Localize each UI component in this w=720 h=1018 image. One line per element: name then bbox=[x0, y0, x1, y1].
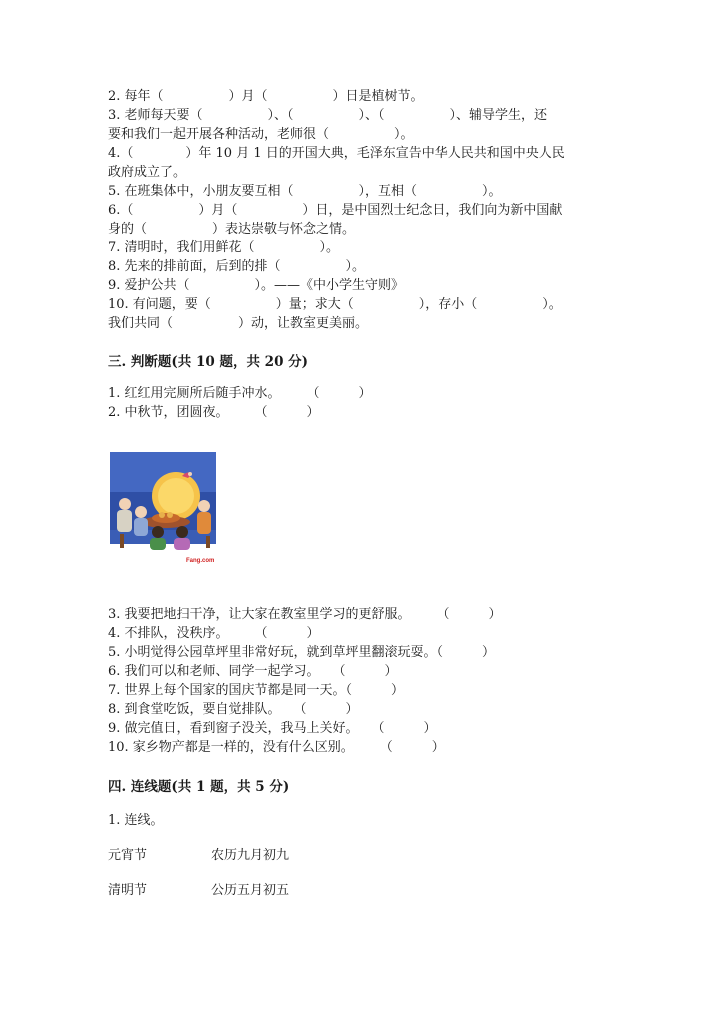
fill-question-6: 6.（ ）月（ ）日，是中国烈士纪念日，我们向为新中国献 bbox=[108, 203, 563, 218]
fill-question-9: 9. 爱护公共（ ）。——《中小学生守则》 bbox=[108, 278, 405, 293]
judge-item-2: 2. 中秋节，团圆夜。 （ ） bbox=[108, 405, 320, 420]
match-right-item-2: 公历五月初五 bbox=[211, 883, 290, 898]
fill-question-6-cont: 身的（ ）表达崇敬与怀念之情。 bbox=[108, 222, 356, 237]
fill-question-8: 8. 先来的排前面，后到的排（ ）。 bbox=[108, 259, 366, 274]
fill-question-2: 2. 每年（ ）月（ ）日是植树节。 bbox=[108, 89, 424, 104]
judge-item-10: 10. 家乡物产都是一样的，没有什么区别。 （ ） bbox=[108, 740, 445, 755]
judge-item-1: 1. 红红用完厕所后随手冲水。 （ ） bbox=[108, 386, 372, 401]
judge-item-7: 7. 世界上每个国家的国庆节都是同一天。（ ） bbox=[108, 683, 405, 698]
judge-item-4: 4. 不排队，没秩序。 （ ） bbox=[108, 626, 320, 641]
judge-item-6: 6. 我们可以和老师、同学一起学习。 （ ） bbox=[108, 664, 398, 679]
fill-question-4-cont: 政府成立了。 bbox=[108, 165, 187, 180]
fill-question-7: 7. 清明时，我们用鲜花（ ）。 bbox=[108, 240, 340, 255]
judge-item-9: 9. 做完值日，看到窗子没关，我马上关好。 （ ） bbox=[108, 721, 437, 736]
fill-question-3: 3. 老师每天要（ ）、（ ）、（ ）、辅导学生，还 bbox=[108, 108, 548, 123]
section-judge-heading: 三. 判断题(共 10 题，共 20 分) bbox=[108, 354, 309, 370]
fill-question-3-cont: 要和我们一起开展各种活动，老师很（ ）。 bbox=[108, 127, 414, 142]
match-left-item-2: 清明节 bbox=[108, 883, 148, 898]
fill-question-10-cont: 我们共同（ ）动，让教室更美丽。 bbox=[108, 316, 369, 331]
image-watermark: Fang.com bbox=[186, 558, 215, 564]
section-match-heading: 四. 连线题(共 1 题，共 5 分) bbox=[108, 779, 290, 795]
match-right-item-1: 农历九月初九 bbox=[211, 848, 290, 863]
match-left-item-1: 元宵节 bbox=[108, 848, 148, 863]
judge-item-5: 5. 小明觉得公园草坪里非常好玩，就到草坪里翻滚玩耍。（ ） bbox=[108, 645, 496, 660]
match-question-1: 1. 连线。 bbox=[108, 813, 164, 828]
fill-question-4: 4.（ ）年 10 月 1 日的开国大典，毛泽东宣告中华人民共和国中央人民 bbox=[108, 146, 565, 161]
mid-autumn-family-illustration bbox=[110, 452, 216, 566]
fill-question-5: 5. 在班集体中，小朋友要互相（ ），互相（ ）。 bbox=[108, 184, 502, 199]
judge-item-3: 3. 我要把地扫干净，让大家在教室里学习的更舒服。 （ ） bbox=[108, 607, 502, 622]
fill-question-10: 10. 有问题，要（ ）量；求大（ ），存小（ ）。 bbox=[108, 297, 562, 312]
judge-item-8: 8. 到食堂吃饭，要自觉排队。 （ ） bbox=[108, 702, 359, 717]
